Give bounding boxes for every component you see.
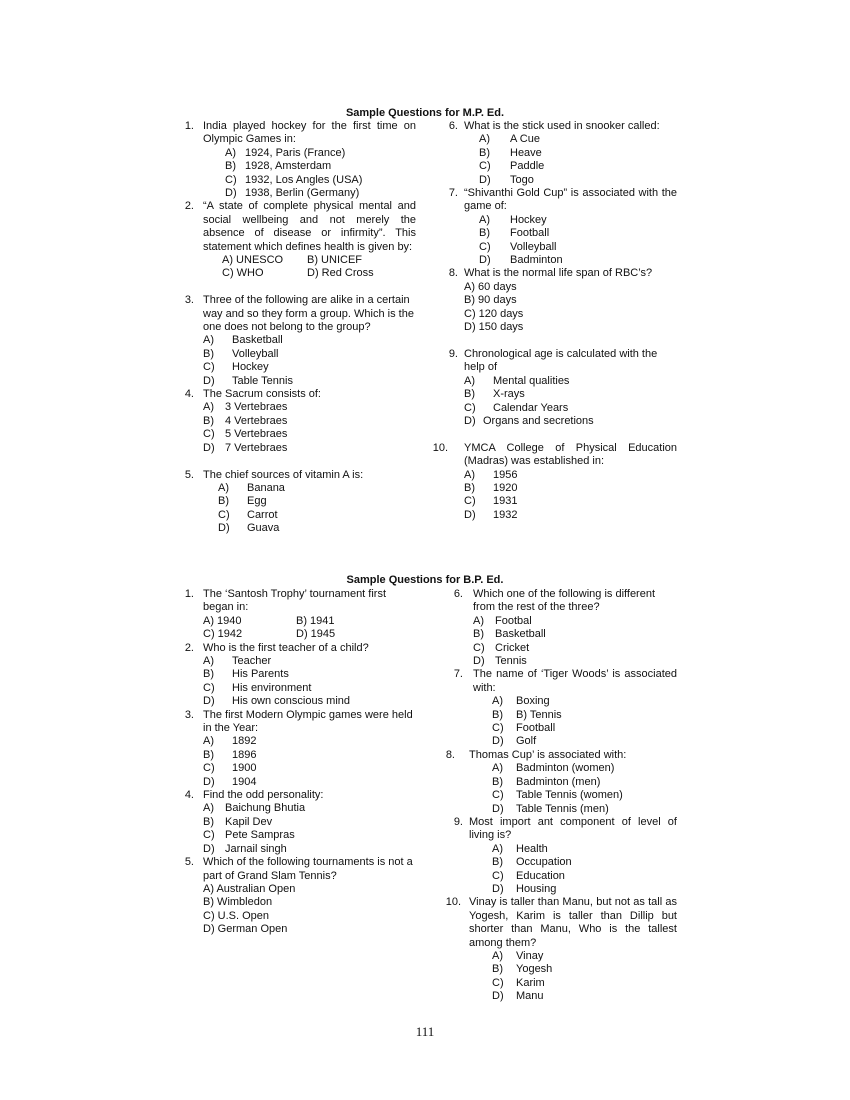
option: B) Basketball — [473, 628, 546, 641]
question-item — [184, 388, 416, 455]
option: D) German Open — [203, 923, 288, 936]
option: B) X-rays — [464, 388, 525, 401]
option: A) 1924, Paris (France) — [225, 146, 346, 159]
question-item — [445, 896, 677, 1003]
option: B) B) Tennis — [492, 708, 562, 721]
option: C) 1932, Los Angles (USA) — [225, 173, 363, 186]
question-text: Chronological age is calculated with the help of — [464, 347, 658, 374]
option: A) 1892 — [203, 735, 257, 748]
option: C) Cricket — [473, 641, 530, 654]
option: A) A Cue — [479, 133, 540, 146]
question-item — [184, 856, 416, 936]
option: B) Badminton (men) — [492, 775, 601, 788]
option: B) 1928, Amsterdam — [225, 160, 332, 173]
option: C) 1931 — [464, 495, 518, 508]
option: C) His environment — [203, 681, 312, 694]
question-text: Which of the following tournaments is not a part of Grand Slam Tennis? — [203, 856, 413, 882]
option: C) Karim — [492, 976, 545, 989]
option: D) Jarnail singh — [203, 842, 287, 855]
option: A) 3 Vertebraes — [203, 401, 288, 414]
mped-right-column — [432, 120, 677, 522]
question-text: Thomas Cup’ is associated with: — [469, 748, 627, 761]
question-item — [184, 294, 416, 388]
option: C) 5 Vertebraes — [203, 428, 288, 441]
option: B) Egg — [218, 495, 267, 508]
option: B) Kapil Dev — [203, 815, 273, 828]
question-item — [184, 200, 416, 280]
question-text: What is the stick used in snooker called: — [464, 120, 660, 132]
question-text: The chief sources of vitamin A is: — [203, 468, 364, 481]
question-text: The first Modern Olympic games were held in the Year: — [203, 708, 413, 735]
question-item — [184, 789, 416, 856]
option: A) Banana — [218, 481, 285, 494]
question-item — [184, 641, 416, 709]
question-number: 1. — [184, 120, 194, 132]
question-number: 3. — [184, 708, 194, 721]
option: D) Organs and secretions — [464, 414, 594, 427]
option: B) Volleyball — [203, 347, 279, 360]
question-number: 6. — [453, 588, 463, 600]
question-number: 3. — [184, 294, 194, 307]
question-item — [184, 468, 416, 536]
bped-right-column — [445, 588, 677, 1004]
option: C) Volleyball — [479, 240, 557, 253]
question-item — [448, 347, 677, 428]
option: C) Carrot — [218, 508, 278, 521]
option: C) Hockey — [203, 361, 269, 374]
question-text: “Shivanthi Gold Cup” is associated with the game of: — [464, 187, 677, 213]
option-row: A) 1940 B) 1941 — [203, 614, 335, 627]
bped-section-title: Sample Questions for B.P. Ed. — [346, 574, 504, 586]
option: C) Calendar Years — [464, 401, 569, 414]
option: D) Tennis — [473, 655, 527, 668]
bped-left-column — [184, 588, 416, 937]
question-text: Which one of the following is different from the rest of the three? — [473, 588, 656, 614]
option: B) 1896 — [203, 748, 257, 761]
question-text: Find the odd personality: — [203, 789, 324, 802]
option: A) Vinay — [492, 949, 544, 962]
mped-section-title: Sample Questions for M.P. Ed. — [345, 107, 505, 119]
option: B) Heave — [479, 146, 542, 159]
option: D) 1932 — [464, 508, 518, 521]
question-item — [448, 267, 677, 334]
option: D) 7 Vertebraes — [203, 441, 288, 454]
option: C) Education — [492, 869, 565, 882]
question-number: 7. — [448, 187, 458, 200]
option: A) 60 days — [464, 280, 517, 293]
question-number: 2. — [184, 200, 194, 213]
question-text: The name of ‘Tiger Woods’ is associated with: — [473, 668, 677, 694]
option: A) Boxing — [492, 695, 550, 708]
option: D) Table Tennis (men) — [492, 802, 609, 815]
option: B) Wimbledon — [203, 896, 273, 909]
question-text: India played hockey for the first time on Olympic Games in: — [203, 120, 416, 146]
option: D) 1938, Berlin (Germany) — [225, 187, 360, 200]
option: B) Occupation — [492, 856, 572, 869]
question-item — [448, 187, 677, 267]
option: B) 4 Vertebraes — [203, 414, 288, 427]
option: A) Hockey — [479, 213, 547, 226]
question-item — [453, 668, 677, 748]
question-item — [445, 748, 677, 816]
question-item — [184, 708, 416, 789]
question-text: Vinay is taller than Manu, but not as tall as Yogesh, Karim is taller than Dillip but shorter than Manu, Who is the tallest among them? — [469, 896, 677, 949]
option: A) Health — [492, 842, 548, 855]
question-number: 10. — [432, 441, 448, 454]
question-number: 6. — [448, 120, 458, 132]
question-item — [453, 588, 677, 668]
option: B) 90 days — [464, 294, 517, 307]
option: C) 1900 — [203, 762, 257, 775]
page-number: 111 — [415, 1024, 435, 1039]
question-text: What is the normal life span of RBC’s? — [464, 267, 653, 280]
question-number: 2. — [184, 641, 194, 654]
option-row: C) 1942 D) 1945 — [203, 628, 336, 641]
question-number: 10. — [445, 896, 461, 909]
question-item — [184, 588, 416, 642]
question-number: 8. — [448, 267, 458, 280]
option: A) Basketball — [203, 334, 283, 347]
option: D) Guava — [218, 522, 280, 535]
option: D) Manu — [492, 990, 544, 1003]
option: D) Golf — [492, 735, 537, 748]
question-number: 8. — [445, 748, 455, 761]
option: A) Badminton (women) — [492, 762, 615, 775]
option: A) Australian Open — [203, 882, 296, 895]
question-number: 4. — [184, 789, 194, 802]
option-row: A) UNESCO B) UNICEF — [222, 254, 362, 267]
option: C) Table Tennis (women) — [492, 789, 623, 802]
question-number: 5. — [184, 856, 194, 869]
question-text: “A state of complete physical mental and social wellbeing and not merely the absence of disease or infirmity”. This statement which defines health is given by: — [203, 200, 416, 253]
option: A) Mental qualities — [464, 374, 570, 387]
option: A) Teacher — [203, 655, 272, 667]
option: B) Yogesh — [492, 963, 553, 976]
option-row: C) WHO D) Red Cross — [222, 267, 374, 280]
question-text: The ‘Santosh Trophy’ tournament first began in: — [203, 588, 387, 614]
question-item — [432, 441, 677, 522]
question-number: 9. — [448, 347, 458, 360]
question-text: Who is the first teacher of a child? — [203, 641, 369, 654]
option: C) U.S. Open — [203, 909, 270, 922]
option: B) Football — [479, 227, 550, 240]
question-text: The Sacrum consists of: — [203, 388, 321, 401]
question-number: 9. — [453, 815, 463, 828]
question-item — [448, 120, 677, 187]
option: C) Football — [492, 722, 556, 735]
question-number: 4. — [184, 388, 194, 401]
option: C) 120 days — [464, 307, 524, 320]
question-text: Most import ant component of level of living is? — [469, 815, 677, 842]
option: D) Table Tennis — [203, 374, 293, 387]
question-text: Three of the following are alike in a certain way and so they form a group. Which is the one does not belong to the group? — [203, 294, 414, 334]
option: D) His own conscious mind — [203, 695, 350, 708]
option: D) Housing — [492, 882, 557, 895]
mped-left-column — [184, 120, 416, 536]
option: D) Togo — [479, 173, 534, 186]
option: C) Pete Sampras — [203, 829, 295, 842]
option: B) 1920 — [464, 481, 518, 494]
question-text: YMCA College of Physical Education (Madras) was established in: — [464, 441, 677, 468]
question-number: 5. — [184, 468, 194, 481]
option: C) Paddle — [479, 160, 545, 173]
question-item — [453, 815, 677, 896]
option: A) Footbal — [473, 614, 532, 627]
question-number: 1. — [184, 588, 194, 600]
option: A) Baichung Bhutia — [203, 802, 306, 815]
question-item — [184, 120, 416, 200]
option: D) Badminton — [479, 254, 563, 267]
option: A) 1956 — [464, 468, 518, 481]
question-number: 7. — [453, 668, 463, 681]
option: D) 150 days — [464, 321, 524, 334]
option: B) His Parents — [203, 668, 289, 681]
option: D) 1904 — [203, 775, 257, 788]
